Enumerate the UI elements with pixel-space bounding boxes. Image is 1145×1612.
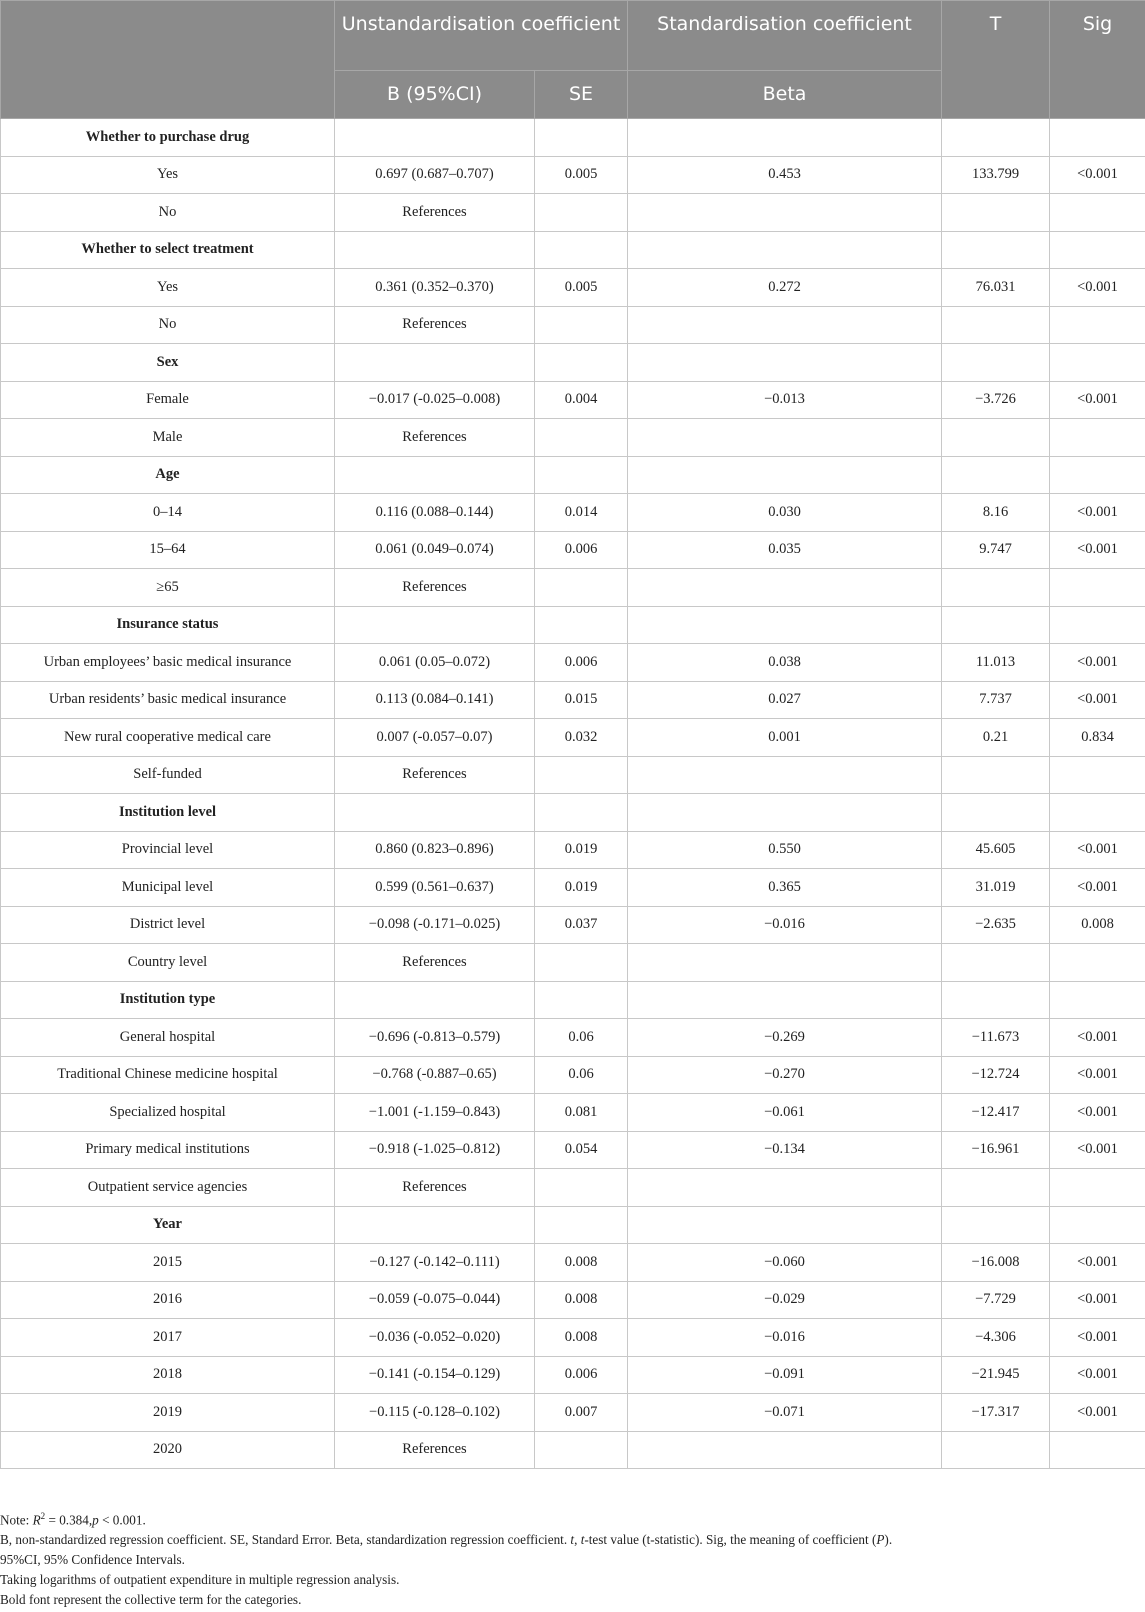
- table-row: [1, 1169, 1145, 1207]
- row-label: 2017: [1, 1319, 335, 1357]
- t-cell: −21.945: [942, 1356, 1050, 1394]
- se-cell: 0.008: [535, 1319, 628, 1357]
- row-label: 2016: [1, 1281, 335, 1319]
- header-sig: Sig: [1050, 1, 1145, 119]
- row-label: Primary medical institutions: [1, 1131, 335, 1169]
- t-cell: −7.729: [942, 1281, 1050, 1319]
- header-b-ci: B (95%CI): [335, 71, 535, 119]
- se-cell: 0.004: [535, 381, 628, 419]
- beta-cell: [628, 456, 942, 494]
- se-cell: [535, 306, 628, 344]
- sig-cell: <0.001: [1050, 1394, 1145, 1432]
- row-label: Self-funded: [1, 756, 335, 794]
- category-row: [1, 119, 1145, 157]
- note-t-symbol: t: [570, 1532, 575, 1548]
- row-label: Year: [1, 1206, 335, 1244]
- t-cell: [942, 231, 1050, 269]
- b-ci-cell: 0.860 (0.823–0.896): [335, 831, 535, 869]
- beta-cell: [628, 119, 942, 157]
- beta-cell: [628, 756, 942, 794]
- t-cell: 8.16: [942, 494, 1050, 532]
- r-superscript: 2: [40, 1511, 46, 1521]
- table-row: [1, 906, 1145, 944]
- row-label: 15–64: [1, 531, 335, 569]
- beta-cell: 0.453: [628, 156, 942, 194]
- beta-cell: [628, 231, 942, 269]
- b-ci-cell: 0.007 (-0.057–0.07): [335, 719, 535, 757]
- b-ci-cell: 0.361 (0.352–0.370): [335, 269, 535, 307]
- sig-cell: <0.001: [1050, 1056, 1145, 1094]
- table-header: [1, 1, 1145, 119]
- beta-cell: [628, 306, 942, 344]
- beta-cell: [628, 1431, 942, 1469]
- beta-cell: 0.001: [628, 719, 942, 757]
- note-line-5: Bold font represent the collective term for the categories.: [0, 1591, 302, 1607]
- sig-cell: [1050, 194, 1145, 232]
- b-ci-cell: References: [335, 1431, 535, 1469]
- sig-cell: [1050, 1431, 1145, 1469]
- sig-cell: <0.001: [1050, 156, 1145, 194]
- header-t: T: [942, 1, 1050, 119]
- sig-cell: [1050, 344, 1145, 382]
- b-ci-cell: References: [335, 194, 535, 232]
- t-cell: 31.019: [942, 869, 1050, 907]
- sig-cell: [1050, 794, 1145, 832]
- t-cell: 9.747: [942, 531, 1050, 569]
- beta-cell: [628, 606, 942, 644]
- se-cell: [535, 569, 628, 607]
- b-ci-cell: References: [335, 756, 535, 794]
- table-row: [1, 719, 1145, 757]
- t-cell: 45.605: [942, 831, 1050, 869]
- b-ci-cell: [335, 456, 535, 494]
- se-cell: 0.081: [535, 1094, 628, 1132]
- b-ci-cell: −0.141 (-0.154–0.129): [335, 1356, 535, 1394]
- sig-cell: <0.001: [1050, 869, 1145, 907]
- beta-cell: −0.013: [628, 381, 942, 419]
- table-body: [1, 119, 1145, 1469]
- row-label: Female: [1, 381, 335, 419]
- beta-cell: 0.027: [628, 681, 942, 719]
- t-cell: −3.726: [942, 381, 1050, 419]
- beta-cell: −0.029: [628, 1281, 942, 1319]
- se-cell: 0.006: [535, 1356, 628, 1394]
- table-row: [1, 1319, 1145, 1357]
- beta-cell: [628, 569, 942, 607]
- row-label: 2015: [1, 1244, 335, 1282]
- b-ci-cell: 0.599 (0.561–0.637): [335, 869, 535, 907]
- table-row: [1, 269, 1145, 307]
- sig-cell: [1050, 756, 1145, 794]
- table-row: [1, 381, 1145, 419]
- se-cell: 0.054: [535, 1131, 628, 1169]
- beta-cell: [628, 794, 942, 832]
- note-abbrev-b: ,: [574, 1532, 581, 1548]
- se-cell: [535, 119, 628, 157]
- b-ci-cell: References: [335, 944, 535, 982]
- t-cell: [942, 944, 1050, 982]
- sig-cell: [1050, 306, 1145, 344]
- se-cell: 0.005: [535, 269, 628, 307]
- b-ci-cell: References: [335, 306, 535, 344]
- b-ci-cell: 0.061 (0.05–0.072): [335, 644, 535, 682]
- t-cell: −11.673: [942, 1019, 1050, 1057]
- sig-cell: [1050, 419, 1145, 457]
- t-cell: −16.961: [942, 1131, 1050, 1169]
- table-row: [1, 494, 1145, 532]
- beta-cell: 0.035: [628, 531, 942, 569]
- sig-cell: <0.001: [1050, 531, 1145, 569]
- se-cell: 0.006: [535, 644, 628, 682]
- p-symbol: p: [92, 1512, 99, 1528]
- se-cell: 0.019: [535, 869, 628, 907]
- table-row: [1, 1244, 1145, 1282]
- note-abbrev-d: ).: [884, 1532, 893, 1548]
- table-row: [1, 1019, 1145, 1057]
- note-line-2: [0, 1530, 1140, 1550]
- se-cell: [535, 944, 628, 982]
- sig-cell: 0.008: [1050, 906, 1145, 944]
- table-row: [1, 644, 1145, 682]
- beta-cell: 0.550: [628, 831, 942, 869]
- row-label: Male: [1, 419, 335, 457]
- row-label: Age: [1, 456, 335, 494]
- sig-cell: <0.001: [1050, 1356, 1145, 1394]
- sig-cell: [1050, 981, 1145, 1019]
- category-row: [1, 231, 1145, 269]
- t-cell: 133.799: [942, 156, 1050, 194]
- beta-cell: [628, 1169, 942, 1207]
- beta-cell: [628, 981, 942, 1019]
- t-cell: −4.306: [942, 1319, 1050, 1357]
- row-label: Whether to purchase drug: [1, 119, 335, 157]
- b-ci-cell: −0.115 (-0.128–0.102): [335, 1394, 535, 1432]
- beta-cell: −0.016: [628, 1319, 942, 1357]
- note-abbrev-a: B, non-standardized regression coefficient. SE, Standard Error. Beta, standardization regression coefficient.: [0, 1532, 571, 1548]
- b-ci-cell: [335, 344, 535, 382]
- sig-cell: [1050, 1169, 1145, 1207]
- t-cell: 11.013: [942, 644, 1050, 682]
- t-cell: −2.635: [942, 906, 1050, 944]
- se-cell: 0.06: [535, 1056, 628, 1094]
- beta-cell: −0.269: [628, 1019, 942, 1057]
- se-cell: [535, 1431, 628, 1469]
- se-cell: 0.015: [535, 681, 628, 719]
- table-row: [1, 531, 1145, 569]
- sig-cell: <0.001: [1050, 494, 1145, 532]
- row-label: Institution type: [1, 981, 335, 1019]
- table-row: [1, 306, 1145, 344]
- b-ci-cell: [335, 1206, 535, 1244]
- b-ci-cell: References: [335, 1169, 535, 1207]
- sig-cell: <0.001: [1050, 269, 1145, 307]
- t-cell: −12.724: [942, 1056, 1050, 1094]
- beta-cell: −0.071: [628, 1394, 942, 1432]
- row-label: Country level: [1, 944, 335, 982]
- row-label: Traditional Chinese medicine hospital: [1, 1056, 335, 1094]
- table-row: [1, 756, 1145, 794]
- se-cell: [535, 456, 628, 494]
- t-cell: [942, 794, 1050, 832]
- category-row: [1, 606, 1145, 644]
- se-cell: 0.032: [535, 719, 628, 757]
- row-label: Provincial level: [1, 831, 335, 869]
- b-ci-cell: [335, 981, 535, 1019]
- t-cell: [942, 306, 1050, 344]
- se-cell: 0.008: [535, 1281, 628, 1319]
- sig-cell: <0.001: [1050, 1319, 1145, 1357]
- p-value: < 0.001.: [98, 1512, 146, 1528]
- b-ci-cell: 0.061 (0.049–0.074): [335, 531, 535, 569]
- t-cell: [942, 1431, 1050, 1469]
- table-row: [1, 419, 1145, 457]
- b-ci-cell: [335, 794, 535, 832]
- se-cell: [535, 344, 628, 382]
- b-ci-cell: [335, 606, 535, 644]
- note-p-symbol: P: [876, 1532, 885, 1548]
- sig-cell: [1050, 606, 1145, 644]
- beta-cell: −0.016: [628, 906, 942, 944]
- sig-cell: <0.001: [1050, 1131, 1145, 1169]
- b-ci-cell: References: [335, 569, 535, 607]
- row-label: Specialized hospital: [1, 1094, 335, 1132]
- se-cell: 0.014: [535, 494, 628, 532]
- category-row: [1, 344, 1145, 382]
- se-cell: [535, 981, 628, 1019]
- row-label: No: [1, 194, 335, 232]
- row-label: No: [1, 306, 335, 344]
- se-cell: 0.008: [535, 1244, 628, 1282]
- row-label: Municipal level: [1, 869, 335, 907]
- note-prefix: Note:: [0, 1512, 33, 1528]
- row-label: Insurance status: [1, 606, 335, 644]
- sig-cell: <0.001: [1050, 831, 1145, 869]
- r-value: = 0.384,: [45, 1512, 93, 1528]
- beta-cell: [628, 944, 942, 982]
- table-row: [1, 194, 1145, 232]
- header-se: SE: [535, 71, 628, 119]
- row-label: 2020: [1, 1431, 335, 1469]
- beta-cell: 0.030: [628, 494, 942, 532]
- category-row: [1, 1206, 1145, 1244]
- t-cell: [942, 344, 1050, 382]
- category-row: [1, 456, 1145, 494]
- t-cell: −17.317: [942, 1394, 1050, 1432]
- se-cell: 0.06: [535, 1019, 628, 1057]
- se-cell: 0.037: [535, 906, 628, 944]
- row-label: 0–14: [1, 494, 335, 532]
- se-cell: [535, 606, 628, 644]
- se-cell: 0.007: [535, 1394, 628, 1432]
- sig-cell: [1050, 119, 1145, 157]
- table-row: [1, 1431, 1145, 1469]
- t-cell: [942, 194, 1050, 232]
- table-row: [1, 831, 1145, 869]
- t-cell: [942, 456, 1050, 494]
- row-label: 2018: [1, 1356, 335, 1394]
- header-unstandardisation: Unstandardisation coefficient: [335, 1, 628, 71]
- table-row: [1, 1056, 1145, 1094]
- sig-cell: [1050, 1206, 1145, 1244]
- se-cell: [535, 794, 628, 832]
- table-row: [1, 1131, 1145, 1169]
- beta-cell: −0.270: [628, 1056, 942, 1094]
- beta-cell: −0.061: [628, 1094, 942, 1132]
- header-beta: Beta: [628, 71, 942, 119]
- r-symbol: R: [32, 1512, 41, 1528]
- b-ci-cell: −0.918 (-1.025–0.812): [335, 1131, 535, 1169]
- row-label: Sex: [1, 344, 335, 382]
- note-line-4: Taking logarithms of outpatient expenditure in multiple regression analysis.: [0, 1571, 400, 1587]
- t-cell: [942, 419, 1050, 457]
- beta-cell: [628, 194, 942, 232]
- b-ci-cell: 0.116 (0.088–0.144): [335, 494, 535, 532]
- sig-cell: <0.001: [1050, 1281, 1145, 1319]
- beta-cell: [628, 419, 942, 457]
- category-row: [1, 794, 1145, 832]
- sig-cell: 0.834: [1050, 719, 1145, 757]
- b-ci-cell: 0.697 (0.687–0.707): [335, 156, 535, 194]
- note-t-symbol-2: t: [580, 1532, 585, 1548]
- row-label: 2019: [1, 1394, 335, 1432]
- header-empty-cell: [1, 1, 335, 119]
- table-row: [1, 1394, 1145, 1432]
- sig-cell: [1050, 231, 1145, 269]
- row-label: Yes: [1, 269, 335, 307]
- beta-cell: −0.091: [628, 1356, 942, 1394]
- table-row: [1, 569, 1145, 607]
- t-cell: [942, 981, 1050, 1019]
- b-ci-cell: [335, 119, 535, 157]
- row-label: Outpatient service agencies: [1, 1169, 335, 1207]
- b-ci-cell: References: [335, 419, 535, 457]
- se-cell: 0.005: [535, 156, 628, 194]
- t-cell: [942, 569, 1050, 607]
- se-cell: [535, 231, 628, 269]
- b-ci-cell: 0.113 (0.084–0.141): [335, 681, 535, 719]
- b-ci-cell: −0.127 (-0.142–0.111): [335, 1244, 535, 1282]
- se-cell: [535, 194, 628, 232]
- row-label: ≥65: [1, 569, 335, 607]
- t-cell: [942, 1169, 1050, 1207]
- b-ci-cell: −0.696 (-0.813–0.579): [335, 1019, 535, 1057]
- b-ci-cell: −1.001 (-1.159–0.843): [335, 1094, 535, 1132]
- beta-cell: −0.134: [628, 1131, 942, 1169]
- category-row: [1, 981, 1145, 1019]
- se-cell: [535, 419, 628, 457]
- table-row: [1, 944, 1145, 982]
- row-label: Institution level: [1, 794, 335, 832]
- table-row: [1, 1281, 1145, 1319]
- beta-cell: −0.060: [628, 1244, 942, 1282]
- t-cell: −16.008: [942, 1244, 1050, 1282]
- sig-cell: <0.001: [1050, 1019, 1145, 1057]
- table-row: [1, 156, 1145, 194]
- b-ci-cell: −0.017 (-0.025–0.008): [335, 381, 535, 419]
- beta-cell: [628, 344, 942, 382]
- t-cell: −12.417: [942, 1094, 1050, 1132]
- sig-cell: <0.001: [1050, 1244, 1145, 1282]
- b-ci-cell: −0.036 (-0.052–0.020): [335, 1319, 535, 1357]
- sig-cell: <0.001: [1050, 681, 1145, 719]
- t-cell: [942, 756, 1050, 794]
- se-cell: [535, 1206, 628, 1244]
- table-row: [1, 1094, 1145, 1132]
- sig-cell: <0.001: [1050, 644, 1145, 682]
- b-ci-cell: −0.098 (-0.171–0.025): [335, 906, 535, 944]
- se-cell: 0.006: [535, 531, 628, 569]
- sig-cell: [1050, 456, 1145, 494]
- t-cell: 7.737: [942, 681, 1050, 719]
- sig-cell: <0.001: [1050, 381, 1145, 419]
- note-abbrev-c: -test value (t-statistic). Sig, the meaning of coefficient (: [584, 1532, 877, 1548]
- table-row: [1, 681, 1145, 719]
- t-cell: [942, 606, 1050, 644]
- header-standardisation: Standardisation coefficient: [628, 1, 942, 71]
- beta-cell: 0.365: [628, 869, 942, 907]
- sig-cell: [1050, 944, 1145, 982]
- row-label: Whether to select treatment: [1, 231, 335, 269]
- b-ci-cell: [335, 231, 535, 269]
- row-label: Urban residents’ basic medical insurance: [1, 681, 335, 719]
- sig-cell: [1050, 569, 1145, 607]
- note-line-3: 95%CI, 95% Confidence Intervals.: [0, 1551, 185, 1567]
- beta-cell: [628, 1206, 942, 1244]
- t-cell: 0.21: [942, 719, 1050, 757]
- beta-cell: 0.272: [628, 269, 942, 307]
- row-label: New rural cooperative medical care: [1, 719, 335, 757]
- se-cell: 0.019: [535, 831, 628, 869]
- t-cell: [942, 119, 1050, 157]
- table-row: [1, 869, 1145, 907]
- table-notes: [0, 1507, 1140, 1609]
- t-cell: [942, 1206, 1050, 1244]
- note-line-1: [0, 1507, 1140, 1530]
- t-cell: 76.031: [942, 269, 1050, 307]
- sig-cell: <0.001: [1050, 1094, 1145, 1132]
- b-ci-cell: −0.768 (-0.887–0.65): [335, 1056, 535, 1094]
- row-label: Urban employees’ basic medical insurance: [1, 644, 335, 682]
- se-cell: [535, 1169, 628, 1207]
- table-row: [1, 1356, 1145, 1394]
- row-label: District level: [1, 906, 335, 944]
- se-cell: [535, 756, 628, 794]
- row-label: Yes: [1, 156, 335, 194]
- b-ci-cell: −0.059 (-0.075–0.044): [335, 1281, 535, 1319]
- row-label: General hospital: [1, 1019, 335, 1057]
- beta-cell: 0.038: [628, 644, 942, 682]
